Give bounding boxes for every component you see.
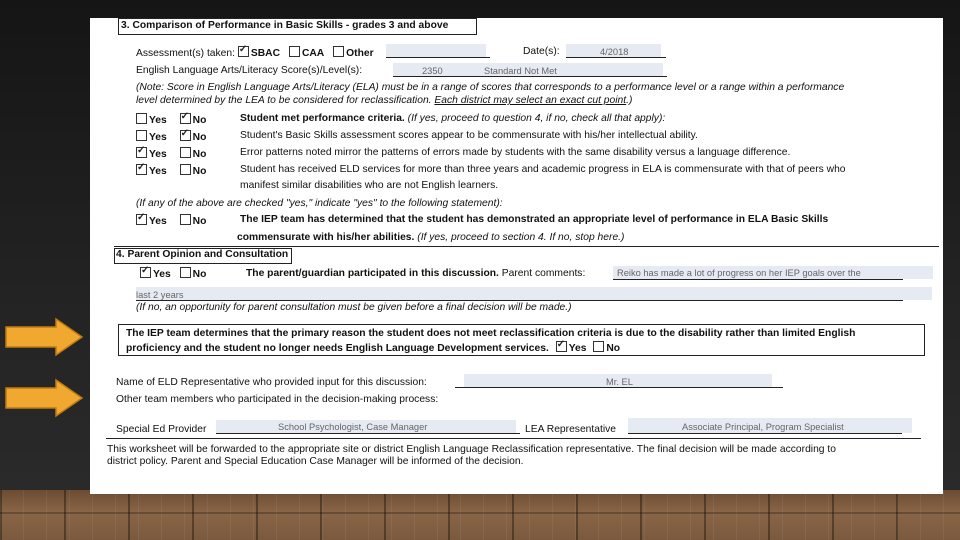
lea-rep-field[interactable] bbox=[628, 433, 902, 434]
yes-label: Yes bbox=[149, 149, 167, 160]
yes-label: Yes bbox=[149, 115, 167, 126]
item3-text-2: manifest similar disabilities who are not English learners. bbox=[240, 180, 499, 191]
checkbox-sbac[interactable] bbox=[238, 46, 249, 57]
note-line-1: (Note: Score in English Language Arts/Literacy (ELA) must be in a range of scores that corresponds to a performance level or a range within a performance bbox=[136, 82, 845, 93]
item2-yes-no bbox=[136, 147, 206, 160]
checkbox-item3-no[interactable] bbox=[180, 164, 191, 175]
criteria-row bbox=[240, 113, 665, 124]
determination-yes-label: Yes bbox=[568, 343, 587, 354]
assessment-label: Assessment(s) taken: bbox=[136, 48, 235, 59]
checkbox-caa[interactable] bbox=[289, 46, 300, 57]
eld-rep-label: Name of ELD Representative who provided input for this discussion: bbox=[116, 377, 427, 388]
arrow-right-icon bbox=[4, 378, 84, 418]
criteria-yes-no bbox=[136, 113, 206, 126]
checkbox-iep-yes[interactable] bbox=[136, 214, 147, 225]
footer-divider bbox=[106, 438, 921, 439]
iep-statement-1: The IEP team has determined that the student has demonstrated an appropriate level of performance in ELA Basic Skills bbox=[240, 214, 829, 225]
checkbox-item3-yes[interactable] bbox=[136, 164, 147, 175]
footer-line-2: district policy. Parent and Special Education Case Manager will be informed of the decision. bbox=[107, 456, 524, 467]
comment-field-shade-2 bbox=[136, 287, 932, 300]
parent-if-no-note: (If no, an opportunity for parent consultation must be given before a final decision will be made.) bbox=[136, 302, 572, 313]
lea-rep-value: Associate Principal, Program Specialist bbox=[682, 422, 844, 432]
criteria-title: Student met performance criteria. bbox=[240, 113, 405, 124]
iep-yes-no bbox=[136, 214, 206, 227]
iep-statement-2: commensurate with his/her abilities. bbox=[237, 232, 415, 243]
note-line-2c: .) bbox=[626, 95, 633, 106]
item1-yes-no bbox=[136, 130, 206, 143]
no-label: No bbox=[192, 149, 207, 160]
section4-title: 4. Parent Opinion and Consultation bbox=[116, 249, 289, 260]
item3-text-1: Student has received ELD services for more than three years and academic progress in ELA is commensurate with that of peers who bbox=[240, 164, 846, 175]
checkbox-other[interactable] bbox=[333, 46, 344, 57]
eld-rep-field[interactable] bbox=[455, 387, 783, 388]
iep-hint: (If yes, proceed to section 4. If no, stop here.) bbox=[417, 232, 625, 243]
checkbox-determination-no[interactable] bbox=[593, 341, 604, 352]
wood-floor bbox=[0, 490, 960, 540]
yes-label: Yes bbox=[149, 216, 167, 227]
ela-score-field[interactable] bbox=[393, 76, 667, 77]
parent-comment-line-1: Reiko has made a lot of progress on her IEP goals over the bbox=[617, 268, 861, 278]
comments-label: Parent comments: bbox=[501, 268, 586, 279]
yes-label: Yes bbox=[149, 132, 167, 143]
section4-divider bbox=[114, 246, 939, 247]
checkbox-item2-yes[interactable] bbox=[136, 147, 147, 158]
item2-text: Error patterns noted mirror the patterns of errors made by students with the same disability versus a language difference. bbox=[240, 147, 791, 158]
determination-no-label: No bbox=[606, 343, 621, 354]
section3-title: 3. Comparison of Performance in Basic Skills - grades 3 and above bbox=[121, 20, 449, 31]
checkbox-item2-no[interactable] bbox=[180, 147, 191, 158]
item3-yes-no bbox=[136, 164, 206, 177]
date-field[interactable] bbox=[566, 57, 666, 58]
determination-line-1: The IEP team determines that the primary reason the student does not meet reclassification criteria is due to the disability rather than limited English bbox=[126, 328, 856, 339]
item1-text: Student's Basic Skills assessment scores appear to be commensurate with his/her intellectual ability. bbox=[240, 130, 698, 141]
determination-line-2-row bbox=[126, 341, 620, 354]
sped-provider-field[interactable] bbox=[216, 433, 520, 434]
other-field[interactable] bbox=[386, 57, 490, 58]
no-label: No bbox=[192, 115, 207, 126]
sped-provider-value: School Psychologist, Case Manager bbox=[278, 422, 428, 432]
yes-label: Yes bbox=[153, 269, 171, 280]
no-label: No bbox=[192, 269, 207, 280]
ela-score-value: 2350 bbox=[422, 66, 443, 76]
parent-comment-line-2: last 2 years bbox=[136, 290, 184, 300]
other-members-label: Other team members who participated in the decision-making process: bbox=[116, 394, 439, 405]
other-field-shade bbox=[386, 44, 486, 57]
checkbox-parent-no[interactable] bbox=[180, 267, 191, 278]
parent-comment-field-1[interactable] bbox=[613, 279, 903, 280]
yes-label: Yes bbox=[149, 166, 167, 177]
participated-text: The parent/guardian participated in this discussion. bbox=[246, 268, 499, 279]
checkbox-item1-yes[interactable] bbox=[136, 130, 147, 141]
sped-provider-label: Special Ed Provider bbox=[116, 424, 207, 435]
date-value: 4/2018 bbox=[600, 47, 629, 57]
caa-label: CAA bbox=[301, 48, 325, 59]
no-label: No bbox=[192, 132, 207, 143]
ela-score-label: English Language Arts/Literacy Score(s)/Level(s): bbox=[136, 65, 363, 76]
checkbox-parent-yes[interactable] bbox=[140, 267, 151, 278]
checkbox-criteria-no[interactable] bbox=[180, 113, 191, 124]
parent-comment-field-2[interactable] bbox=[136, 300, 903, 301]
arrow-right-icon bbox=[4, 317, 84, 357]
no-label: No bbox=[192, 216, 207, 227]
eld-rep-value: Mr. EL bbox=[606, 377, 633, 387]
criteria-hint: (If yes, proceed to question 4, if no, check all that apply): bbox=[407, 113, 666, 124]
checkbox-item1-no[interactable] bbox=[180, 130, 191, 141]
no-label: No bbox=[192, 166, 207, 177]
sbac-label: SBAC bbox=[250, 48, 281, 59]
lea-rep-label: LEA Representative bbox=[525, 424, 617, 435]
other-label: Other bbox=[346, 48, 374, 59]
any-checked-note: (If any of the above are checked "yes," indicate "yes" to the following statement): bbox=[136, 198, 503, 209]
note-cut-point: Each district may select an exact cut point bbox=[434, 95, 627, 106]
note-line-2 bbox=[136, 95, 632, 106]
iep-statement-2-row bbox=[237, 232, 624, 243]
footer-line-1: This worksheet will be forwarded to the appropriate site or district English Language Reclassification representative. The final decision will be made according to bbox=[107, 444, 836, 455]
checkbox-iep-no[interactable] bbox=[180, 214, 191, 225]
checkbox-determination-yes[interactable] bbox=[556, 341, 567, 352]
checkbox-criteria-yes[interactable] bbox=[136, 113, 147, 124]
assessment-row bbox=[136, 46, 374, 59]
determination-line-2: proficiency and the student no longer needs English Language Development services. bbox=[126, 343, 549, 354]
parent-yes-no bbox=[140, 267, 206, 280]
dates-label: Date(s): bbox=[523, 46, 560, 57]
worksheet-page bbox=[90, 18, 943, 494]
ela-level-value: Standard Not Met bbox=[484, 66, 557, 76]
note-line-2a: level determined by the LEA to be considered for reclassification. bbox=[136, 95, 432, 106]
participated-row bbox=[246, 268, 585, 279]
